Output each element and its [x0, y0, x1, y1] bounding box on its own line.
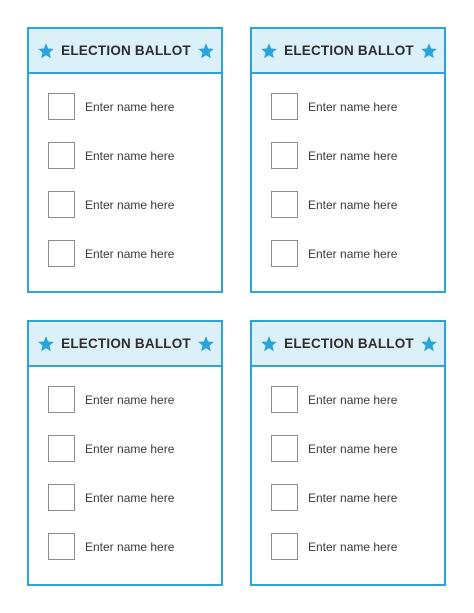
vote-checkbox[interactable] — [271, 435, 298, 462]
ballot-title: ELECTION BALLOT — [61, 336, 191, 351]
candidate-option[interactable] — [252, 434, 444, 463]
candidate-option[interactable] — [29, 385, 221, 414]
vote-checkbox[interactable] — [48, 240, 75, 267]
ballot-title: ELECTION BALLOT — [284, 43, 414, 58]
candidate-name: Enter name here — [85, 246, 175, 261]
candidate-option[interactable] — [29, 141, 221, 170]
ballot-card — [27, 27, 223, 293]
candidate-name: Enter name here — [85, 392, 175, 407]
ballot-header — [29, 322, 221, 367]
ballot-card — [250, 320, 446, 586]
candidate-name: Enter name here — [85, 148, 175, 163]
candidate-option[interactable] — [29, 239, 221, 268]
candidate-name: Enter name here — [308, 99, 398, 114]
vote-checkbox[interactable] — [48, 386, 75, 413]
star-icon — [420, 335, 438, 353]
star-icon — [37, 42, 55, 60]
candidate-name: Enter name here — [85, 490, 175, 505]
candidate-option[interactable] — [29, 190, 221, 219]
vote-checkbox[interactable] — [48, 93, 75, 120]
candidate-name: Enter name here — [85, 99, 175, 114]
star-icon — [197, 335, 215, 353]
star-icon — [420, 42, 438, 60]
star-icon — [260, 335, 278, 353]
ballot-header — [252, 29, 444, 74]
vote-checkbox[interactable] — [48, 142, 75, 169]
candidate-option[interactable] — [252, 483, 444, 512]
candidate-option[interactable] — [29, 434, 221, 463]
vote-checkbox[interactable] — [48, 435, 75, 462]
ballot-header — [29, 29, 221, 74]
candidate-name: Enter name here — [308, 539, 398, 554]
candidate-option[interactable] — [252, 92, 444, 121]
ballot-card — [27, 320, 223, 586]
candidate-name: Enter name here — [308, 441, 398, 456]
candidate-name: Enter name here — [308, 148, 398, 163]
candidate-option[interactable] — [252, 141, 444, 170]
candidate-name: Enter name here — [308, 197, 398, 212]
ballot-header — [252, 322, 444, 367]
star-icon — [260, 42, 278, 60]
candidate-name: Enter name here — [308, 392, 398, 407]
candidate-name: Enter name here — [308, 246, 398, 261]
vote-checkbox[interactable] — [271, 484, 298, 511]
vote-checkbox[interactable] — [271, 93, 298, 120]
star-icon — [37, 335, 55, 353]
star-icon — [197, 42, 215, 60]
vote-checkbox[interactable] — [271, 386, 298, 413]
candidate-option[interactable] — [252, 532, 444, 561]
vote-checkbox[interactable] — [48, 191, 75, 218]
ballot-options — [29, 74, 221, 268]
candidate-option[interactable] — [29, 532, 221, 561]
candidate-option[interactable] — [252, 190, 444, 219]
candidate-option[interactable] — [252, 385, 444, 414]
candidate-name: Enter name here — [85, 197, 175, 212]
vote-checkbox[interactable] — [48, 484, 75, 511]
ballot-options — [252, 74, 444, 268]
vote-checkbox[interactable] — [271, 533, 298, 560]
ballot-title: ELECTION BALLOT — [284, 336, 414, 351]
candidate-name: Enter name here — [85, 441, 175, 456]
vote-checkbox[interactable] — [48, 533, 75, 560]
ballot-options — [252, 367, 444, 561]
candidate-option[interactable] — [252, 239, 444, 268]
ballot-card — [250, 27, 446, 293]
ballot-title: ELECTION BALLOT — [61, 43, 191, 58]
ballot-options — [29, 367, 221, 561]
candidate-name: Enter name here — [85, 539, 175, 554]
candidate-option[interactable] — [29, 483, 221, 512]
candidate-option[interactable] — [29, 92, 221, 121]
candidate-name: Enter name here — [308, 490, 398, 505]
vote-checkbox[interactable] — [271, 191, 298, 218]
vote-checkbox[interactable] — [271, 142, 298, 169]
vote-checkbox[interactable] — [271, 240, 298, 267]
